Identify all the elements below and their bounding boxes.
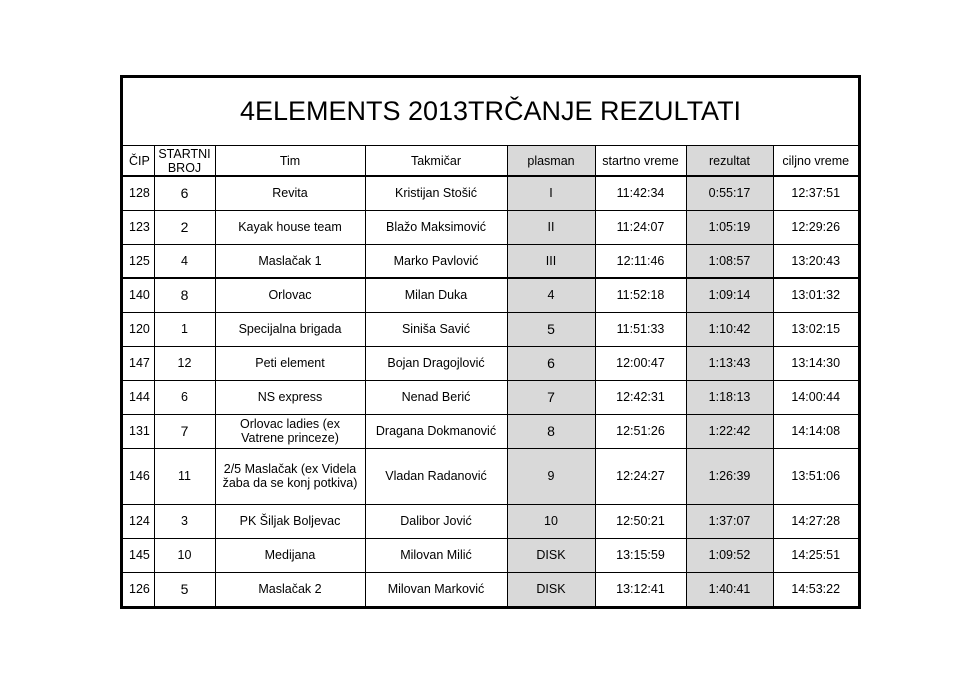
table-row xyxy=(123,572,858,606)
start-number-cell: 7 xyxy=(154,414,215,448)
finish-time-cell: 14:53:22 xyxy=(773,572,858,606)
start-time-cell: 12:11:46 xyxy=(595,244,686,278)
result-cell: 1:09:52 xyxy=(686,538,773,572)
chip-cell: 146 xyxy=(123,448,154,504)
table-row xyxy=(123,176,858,210)
competitor-cell: Milan Duka xyxy=(365,278,507,312)
table-row xyxy=(123,504,858,538)
table-row xyxy=(123,538,858,572)
start-time-cell: 11:24:07 xyxy=(595,210,686,244)
result-cell: 0:55:17 xyxy=(686,176,773,210)
chip-cell: 144 xyxy=(123,380,154,414)
competitor-cell: Milovan Marković xyxy=(365,572,507,606)
placement-cell: 8 xyxy=(507,414,595,448)
chip-cell: 128 xyxy=(123,176,154,210)
team-cell: NS express xyxy=(215,380,365,414)
chip-cell: 147 xyxy=(123,346,154,380)
team-cell: PK Šiljak Boljevac xyxy=(215,504,365,538)
start-number-cell: 8 xyxy=(154,278,215,312)
start-time-cell: 11:51:33 xyxy=(595,312,686,346)
chip-cell: 124 xyxy=(123,504,154,538)
competitor-cell: Blažo Maksimović xyxy=(365,210,507,244)
result-cell: 1:08:57 xyxy=(686,244,773,278)
competitor-cell: Nenad Berić xyxy=(365,380,507,414)
start-number-cell: 12 xyxy=(154,346,215,380)
table-row xyxy=(123,278,858,312)
start-time-cell: 12:24:27 xyxy=(595,448,686,504)
table-row xyxy=(123,312,858,346)
placement-cell: II xyxy=(507,210,595,244)
results-sheet xyxy=(120,75,861,609)
result-cell: 1:26:39 xyxy=(686,448,773,504)
start-time-cell: 12:50:21 xyxy=(595,504,686,538)
start-time-cell: 13:15:59 xyxy=(595,538,686,572)
chip-cell: 140 xyxy=(123,278,154,312)
start-number-cell: 5 xyxy=(154,572,215,606)
placement-cell: DISK xyxy=(507,572,595,606)
placement-cell: DISK xyxy=(507,538,595,572)
finish-time-cell: 13:02:15 xyxy=(773,312,858,346)
header-chip: ČIP xyxy=(123,146,154,176)
result-cell: 1:22:42 xyxy=(686,414,773,448)
chip-cell: 145 xyxy=(123,538,154,572)
placement-cell: 9 xyxy=(507,448,595,504)
competitor-cell: Bojan Dragojlović xyxy=(365,346,507,380)
table-row xyxy=(123,414,858,448)
header-competitor: Takmičar xyxy=(365,146,507,176)
finish-time-cell: 12:37:51 xyxy=(773,176,858,210)
team-cell: Kayak house team xyxy=(215,210,365,244)
start-time-cell: 11:42:34 xyxy=(595,176,686,210)
header-finish-time: ciljno vreme xyxy=(773,146,858,176)
chip-cell: 131 xyxy=(123,414,154,448)
header-team: Tim xyxy=(215,146,365,176)
finish-time-cell: 12:29:26 xyxy=(773,210,858,244)
start-number-cell: 6 xyxy=(154,176,215,210)
header-placement: plasman xyxy=(507,146,595,176)
team-cell: Maslačak 1 xyxy=(215,244,365,278)
table-row xyxy=(123,244,858,278)
start-number-cell: 6 xyxy=(154,380,215,414)
finish-time-cell: 14:25:51 xyxy=(773,538,858,572)
table-row xyxy=(123,346,858,380)
start-number-cell: 4 xyxy=(154,244,215,278)
table-row xyxy=(123,210,858,244)
header-row xyxy=(123,146,858,176)
result-cell: 1:40:41 xyxy=(686,572,773,606)
team-cell: Maslačak 2 xyxy=(215,572,365,606)
finish-time-cell: 13:14:30 xyxy=(773,346,858,380)
header-result: rezultat xyxy=(686,146,773,176)
competitor-cell: Dalibor Jović xyxy=(365,504,507,538)
start-time-cell: 12:42:31 xyxy=(595,380,686,414)
placement-cell: III xyxy=(507,244,595,278)
chip-cell: 120 xyxy=(123,312,154,346)
start-time-cell: 12:51:26 xyxy=(595,414,686,448)
finish-time-cell: 14:27:28 xyxy=(773,504,858,538)
finish-time-cell: 14:14:08 xyxy=(773,414,858,448)
header-start-number: STARTNI BROJ xyxy=(154,146,215,176)
team-cell: Orlovac xyxy=(215,278,365,312)
chip-cell: 125 xyxy=(123,244,154,278)
team-cell: Medijana xyxy=(215,538,365,572)
start-number-cell: 3 xyxy=(154,504,215,538)
competitor-cell: Dragana Dokmanović xyxy=(365,414,507,448)
start-number-cell: 2 xyxy=(154,210,215,244)
placement-cell: 6 xyxy=(507,346,595,380)
start-number-cell: 10 xyxy=(154,538,215,572)
competitor-cell: Siniša Savić xyxy=(365,312,507,346)
team-cell: Revita xyxy=(215,176,365,210)
placement-cell: 4 xyxy=(507,278,595,312)
result-cell: 1:10:42 xyxy=(686,312,773,346)
result-cell: 1:37:07 xyxy=(686,504,773,538)
table-row xyxy=(123,448,858,504)
team-cell: Orlovac ladies (ex Vatrene princeze) xyxy=(215,414,365,448)
start-time-cell: 11:52:18 xyxy=(595,278,686,312)
start-number-cell: 1 xyxy=(154,312,215,346)
finish-time-cell: 13:51:06 xyxy=(773,448,858,504)
finish-time-cell: 13:20:43 xyxy=(773,244,858,278)
competitor-cell: Marko Pavlović xyxy=(365,244,507,278)
placement-cell: 5 xyxy=(507,312,595,346)
result-cell: 1:05:19 xyxy=(686,210,773,244)
placement-cell: I xyxy=(507,176,595,210)
start-time-cell: 12:00:47 xyxy=(595,346,686,380)
chip-cell: 126 xyxy=(123,572,154,606)
finish-time-cell: 13:01:32 xyxy=(773,278,858,312)
chip-cell: 123 xyxy=(123,210,154,244)
result-cell: 1:09:14 xyxy=(686,278,773,312)
result-cell: 1:18:13 xyxy=(686,380,773,414)
table-row xyxy=(123,380,858,414)
team-cell: Peti element xyxy=(215,346,365,380)
team-cell: 2/5 Maslačak (ex Videla žaba da se konj potkiva) xyxy=(215,448,365,504)
competitor-cell: Vladan Radanović xyxy=(365,448,507,504)
finish-time-cell: 14:00:44 xyxy=(773,380,858,414)
placement-cell: 10 xyxy=(507,504,595,538)
results-table xyxy=(123,146,858,606)
result-cell: 1:13:43 xyxy=(686,346,773,380)
placement-cell: 7 xyxy=(507,380,595,414)
start-time-cell: 13:12:41 xyxy=(595,572,686,606)
start-number-cell: 11 xyxy=(154,448,215,504)
team-cell: Specijalna brigada xyxy=(215,312,365,346)
page-title: 4ELEMENTS 2013TRČANJE REZULTATI xyxy=(123,78,858,146)
header-start-time: startno vreme xyxy=(595,146,686,176)
competitor-cell: Kristijan Stošić xyxy=(365,176,507,210)
competitor-cell: Milovan Milić xyxy=(365,538,507,572)
